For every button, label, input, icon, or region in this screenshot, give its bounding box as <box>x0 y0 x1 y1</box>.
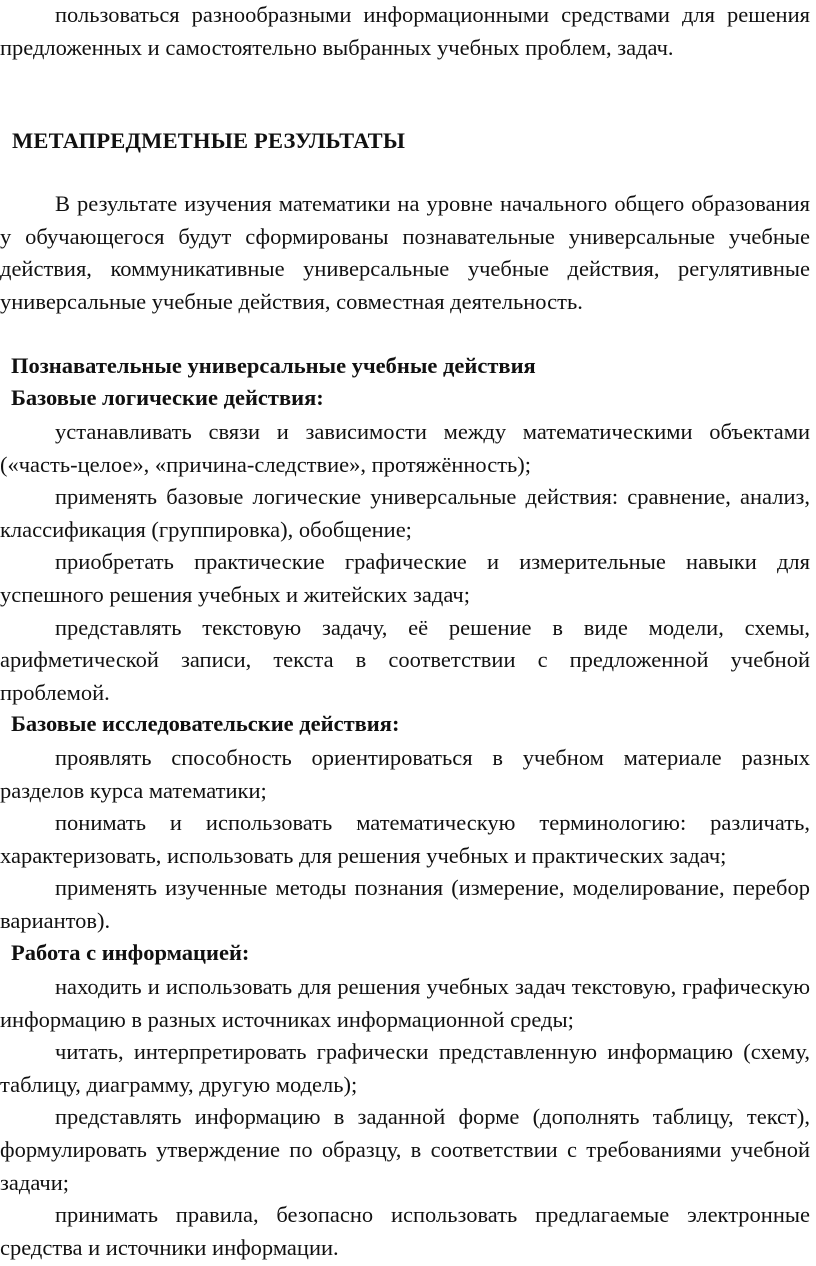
list-item: читать, интерпретировать графически представленную информацию (схему, таблицу, диаграмму, другую модель); <box>0 1039 810 1097</box>
cognitive-heading: Познавательные универсальные учебные действия <box>11 353 536 378</box>
list-item: применять базовые логические универсальные действия: сравнение, анализ, классификация (группировка), обобщение; <box>0 484 810 542</box>
information-list <box>0 971 810 1264</box>
list-item: приобретать практические графические и измерительные навыки для успешного решения учебных и житейских задач; <box>0 549 810 607</box>
research-list <box>0 742 810 938</box>
information-heading: Работа с информацией: <box>11 940 250 965</box>
list-item: находить и использовать для решения учебных задач текстовую, графическую информацию в разных источниках информационной среды; <box>0 974 810 1032</box>
list-item: применять изученные методы познания (измерение, моделирование, перебор вариантов). <box>0 875 810 933</box>
research-heading: Базовые исследовательские действия: <box>11 711 400 736</box>
intro-text: пользоваться разнообразными информационными средствами для решения предложенных и самостоятельно выбранных учебных проблем, задач. <box>0 2 810 60</box>
section-title: МЕТАПРЕДМЕТНЫЕ РЕЗУЛЬТАТЫ <box>12 128 406 153</box>
list-item: принимать правила, безопасно использовать предлагаемые электронные средства и источники информации. <box>0 1202 810 1260</box>
list-item: представлять текстовую задачу, её решение в виде модели, схемы, арифметической записи, текста в соответствии с предложенной учебной проблемой. <box>0 614 810 705</box>
list-item: понимать и использовать математическую терминологию: различать, характеризовать, использовать для решения учебных и практических задач; <box>0 810 810 868</box>
logical-heading: Базовые логические действия: <box>11 385 324 410</box>
list-item: представлять информацию в заданной форме (дополнять таблицу, текст), формулировать утверждение по образцу, в соответствии с требованиями учебной задачи; <box>0 1104 810 1195</box>
section-intro-text: В результате изучения математики на уровне начального общего образования у обучающегося будут сформированы познавательные универсальные учебные действия, коммуникативные универсальные учебные действия, регулятивные универсальные учебные действия, совместная деятельность. <box>0 191 810 314</box>
logical-list <box>0 416 810 709</box>
intro-paragraph <box>0 0 810 64</box>
list-item: проявлять способность ориентироваться в учебном материале разных разделов курса математики; <box>0 745 810 803</box>
section-intro-paragraph <box>0 188 810 318</box>
list-item: устанавливать связи и зависимости между математическими объектами («часть-целое», «причина-следствие», протяжённость); <box>0 419 810 477</box>
